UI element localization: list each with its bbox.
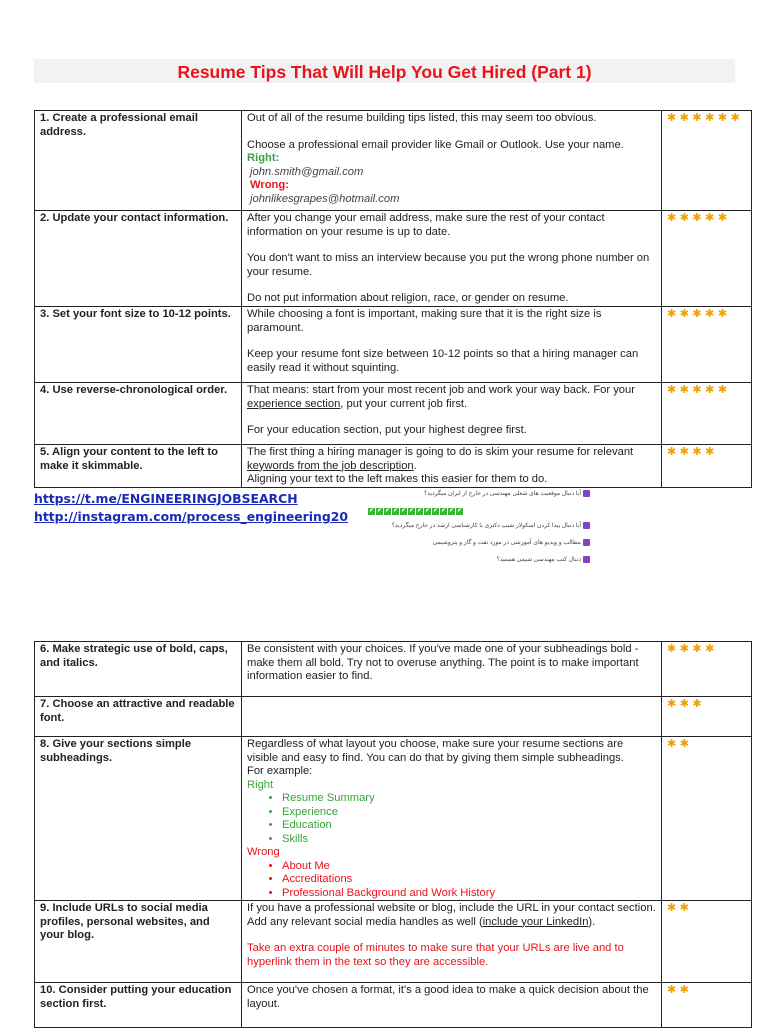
rating-cell (662, 983, 752, 1028)
rating-cell (662, 111, 752, 211)
tip-text: For your education section, put your highest degree first. (247, 424, 527, 436)
tip-text (247, 384, 656, 411)
tip-body (242, 642, 662, 697)
telegram-link[interactable]: https://t.me/ENGINEERINGJOBSEARCH (34, 491, 298, 506)
rating-cell (662, 901, 752, 983)
bullet-icon (583, 556, 590, 563)
tip-text (247, 902, 656, 929)
page-title: Resume Tips That Will Help You Get Hired (Part 1) (177, 62, 592, 82)
tip-text: While choosing a font is important, making sure that it is the right size is paramount. (247, 308, 602, 334)
tip-text-part: That means: start from your most recent job and work your way back. For your (247, 384, 635, 396)
promo-line (358, 522, 590, 531)
tips-table-2 (34, 641, 752, 1028)
rating-cell (662, 737, 752, 901)
tip-text: Regardless of what layout you choose, make sure your resume sections are visible and easy to find. You can do that by giving them simple subheadings. (247, 738, 624, 764)
table-row (35, 111, 752, 211)
star-rating: ✱✱✱✱ (667, 446, 718, 458)
right-example: john.smith@gmail.com (250, 165, 364, 178)
table-row (35, 697, 752, 737)
promo-text: مطالب و ویدیو های آموزشی در مورد نفت و گاز و پتروشیمی (432, 540, 581, 547)
list-item: • Resume Summary (282, 792, 656, 806)
tip-body (242, 307, 662, 383)
rating-cell (662, 642, 752, 697)
right-label: Right (247, 778, 274, 791)
tip-heading: 7. Choose an attractive and readable font. (35, 697, 242, 737)
star-rating: ✱✱✱ (667, 698, 706, 710)
tip-text-part: ). (588, 915, 596, 928)
bullet-icon (583, 522, 590, 529)
tip-text: Be consistent with your choices. If you've made one of your subheadings bold - make them all bold. Try not to overuse anything. The point is to make important information easier to find. (247, 643, 639, 682)
check-marks-icon: ✔ ✔ ✔ ✔ ✔ ✔ ✔ ✔ ✔ ✔ ✔ ✔ (368, 508, 463, 515)
star-rating: ✱✱✱✱✱ (667, 384, 731, 396)
title-bar (34, 59, 735, 83)
list-item: • Professional Background and Work History (282, 887, 656, 901)
table-row (35, 307, 752, 383)
tip-text: Take an extra couple of minutes to make sure that your URLs are live and to hyperlink them in the text so they are accessible. (247, 942, 624, 968)
promo-block (358, 490, 590, 573)
tip-text-part: The first thing a hiring manager is going to do is skim your resume for relevant (247, 446, 634, 458)
rating-cell (662, 445, 752, 488)
wrong-list (247, 860, 656, 901)
tip-body (242, 111, 662, 211)
tip-heading: 8. Give your sections simple subheadings. (35, 737, 242, 901)
list-item: • Accreditations (282, 873, 656, 887)
star-rating: ✱✱✱✱✱ (667, 212, 731, 224)
tip-text (247, 446, 656, 473)
list-item: • Education (282, 819, 656, 833)
star-rating: ✱✱✱✱ (667, 643, 718, 655)
experience-section-link[interactable]: experience section (247, 397, 341, 410)
tip-body (242, 383, 662, 445)
tip-text-part: . (413, 459, 417, 472)
tip-text: Aligning your text to the left makes this easier for them to do. (247, 473, 548, 485)
tip-heading: 1. Create a professional email address. (35, 111, 242, 211)
promo-line (358, 539, 590, 548)
links-block (34, 490, 348, 526)
tip-heading: 9. Include URLs to social media profiles, personal websites, and your blog. (35, 901, 242, 983)
promo-text: آیا دنبال موقعیت های شغلی مهندسی در خارج از ایران میگردید؟ (423, 491, 581, 498)
right-label: Right: (247, 152, 280, 164)
tip-text: For example: (247, 765, 313, 777)
tip-text: Out of all of the resume building tips listed, this may seem too obvious. (247, 112, 597, 124)
bullet-icon (583, 490, 590, 497)
tip-heading: 5. Align your content to the left to make it skimmable. (35, 445, 242, 488)
star-rating: ✱✱ (667, 902, 693, 914)
table-row (35, 737, 752, 901)
tip-body (242, 445, 662, 488)
tip-text: After you change your email address, make sure the rest of your contact information on your resume is up to date. (247, 212, 605, 238)
promo-text: دنبال کتب مهندسی شیمی هستید؟ (496, 557, 581, 564)
right-list (247, 792, 656, 846)
rating-cell (662, 211, 752, 307)
tips-table-1 (34, 110, 752, 488)
table-row (35, 983, 752, 1028)
rating-cell (662, 697, 752, 737)
tip-heading: 4. Use reverse-chronological order. (35, 383, 242, 445)
wrong-label: Wrong: (250, 179, 289, 191)
list-item: • Skills (282, 833, 656, 847)
bullet-icon (583, 539, 590, 546)
tip-heading: 2. Update your contact information. (35, 211, 242, 307)
promo-text: آیا دنبال پیدا کردن اسکولار شیپ دکتری یا کارشناسی ارشد در خارج میگردید؟ (391, 523, 581, 530)
tip-body (242, 737, 662, 901)
table-row (35, 445, 752, 488)
promo-line (358, 556, 590, 565)
table-row (35, 642, 752, 697)
wrong-label: Wrong (247, 846, 280, 858)
wrong-example: johnlikesgrapes@hotmail.com (250, 192, 400, 205)
tip-body (242, 901, 662, 983)
tip-text: You don't want to miss an interview because you put the wrong phone number on your resume. (247, 252, 650, 278)
tip-text: Once you've chosen a format, it's a good idea to make a quick decision about the layout. (247, 984, 649, 1010)
tip-heading: 6. Make strategic use of bold, caps, and italics. (35, 642, 242, 697)
linkedin-link[interactable]: include your LinkedIn (482, 915, 589, 928)
star-rating: ✱✱✱✱✱ (667, 308, 731, 320)
promo-line (358, 490, 590, 499)
rating-cell (662, 383, 752, 445)
tip-text: Choose a professional email provider like Gmail or Outlook. Use your name. (247, 138, 624, 151)
tip-text: Do not put information about religion, race, or gender on resume. (247, 292, 569, 304)
list-item: • Experience (282, 806, 656, 820)
star-rating: ✱✱ (667, 738, 693, 750)
tip-text-part: , put your current job first. (340, 397, 468, 410)
table-row (35, 383, 752, 445)
star-rating: ✱✱ (667, 984, 693, 996)
table-row (35, 901, 752, 983)
rating-cell (662, 307, 752, 383)
tip-body (242, 211, 662, 307)
tip-body (242, 697, 662, 737)
star-rating: ✱✱✱✱✱✱ (667, 112, 744, 124)
keywords-link[interactable]: keywords from the job description (247, 459, 414, 472)
instagram-link[interactable]: http://instagram.com/process_engineering20 (34, 509, 348, 524)
table-row (35, 211, 752, 307)
tip-heading: 10. Consider putting your education section first. (35, 983, 242, 1028)
tip-heading: 3. Set your font size to 10-12 points. (35, 307, 242, 383)
tip-text-part: If you have a professional website or blog, include the URL in your contact section. Add any relevant social media handles as well ( (247, 902, 656, 928)
list-item: • About Me (282, 860, 656, 874)
tip-text: Keep your resume font size between 10-12 points so that a hiring manager can easily read it without squinting. (247, 348, 639, 374)
tip-body (242, 983, 662, 1028)
